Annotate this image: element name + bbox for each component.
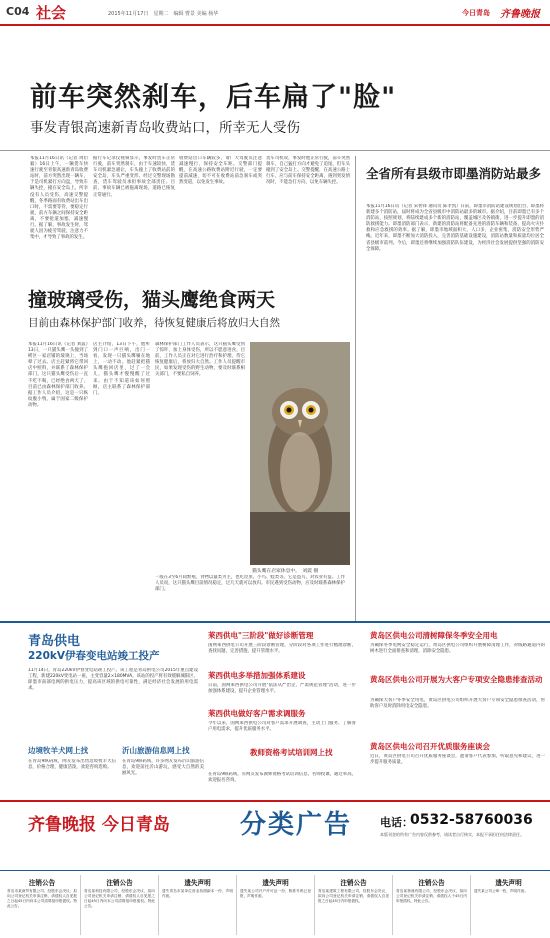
classified-title: 分类广告 <box>240 810 353 840</box>
owl-body-col3b: 一般在3至6月间繁殖，食物以鼠类为主，也吃昆虫、小鸟、蛙类等。它是益鸟，对农业有益。工作人员说，这只猫头鹰目前情况稳定，过几天就可以放归。市民遇到受伤动物，应及时联系森林保护部门。 <box>155 575 345 593</box>
brand-small: 今日青岛 <box>462 9 490 17</box>
page-header <box>0 0 550 26</box>
ad-s3-body: 今年以来，国网莱西供电公司对客户需求开展调查，主动上门服务，了解客户用电需求，提升优质服务水平。 <box>208 721 356 733</box>
notice-title: 注销公告 <box>340 879 367 887</box>
notice-title: 遗失声明 <box>262 879 289 887</box>
ad-s1-body: 国网莱西供电公司开展三阶段诊断管理，分阶段对各项工作进行梳理诊断，查找问题，完善措施，提升管理水平。 <box>208 643 356 655</box>
notice-5 <box>315 875 393 935</box>
ad-s3-title: 莱西供电做好客户需求调服务 <box>208 709 306 718</box>
notice-title: 注销公告 <box>418 879 445 887</box>
notice-7 <box>471 875 546 935</box>
owl-body-col3: 森林保护部门工作人员表示，这只猫头鹰受到了惊吓，加上身体受伤，所以不愿意进食。目前，工作人员正在对它进行治疗和护理，待它恢复健康后，将放归大自然。工作人员提醒市民，如果发现受伤的野生动物，要及时联系相关部门，不要私自饲养。 <box>155 342 245 378</box>
notice-1 <box>4 875 81 935</box>
column-divider <box>355 156 356 621</box>
ad-s4-body: 为确保冬季电网安全稳定运行，黄岛区供电公司组织开展树障清理工作，对线路通道内的树木进行全面排查和清理，消除安全隐患。 <box>370 643 545 655</box>
lead-body-col1: 本报11月16日讯（记者 周衍毅）16日上午，一辆货车快速行驶至青银高速新青岛收费站时，前方突然出现一辆车，于是司机紧打方向盘，导致车辆失控，撞在安全岛上。所幸没有人员受伤，高速交警提醒，冬季路面有收费站出车出口时，不需要等待，要稳定行驶，前方车辆之间保持安全距离，不要抢道加塞，减速慢行。据了解，事故发生时，驾驶人因为疲劳驾驶，注意力不集中，才导致了事故的发生。 <box>30 156 88 241</box>
lead-headline: 前车突然刹车，后车扁了"脸" <box>30 82 397 113</box>
ad-s9-body: 在青岛9纵码域，有网友发布教师资格考试培训信息，名师授课，通过率高，欢迎报名咨询。 <box>208 772 356 784</box>
section-name: 社会 <box>36 4 67 22</box>
ad-s1-title: 莱西供电"三阶段"做好诊断管理 <box>208 631 314 640</box>
classified-disclaimer: 本版刊登的所有广告内容仅供参考，请读者自行核实，本报不承担任何法律责任。 <box>380 832 524 837</box>
header-meta: 2015年11月17日 星期二 编辑 曹景 美编 杨华 <box>108 11 219 17</box>
phone-label: 电话： <box>380 816 413 829</box>
notice-title: 注销公告 <box>106 879 133 887</box>
lead-body-col2: 据行车记录仪视频显示，事发时货车正常行驶，前车突然刹车，由于车速较快，货车司机紧急避让，车头撞上了收费站前的安全岛，车头严重变形。经过交警现场勘查，货车驾驶员承担事故全部责任。目前，事故车辆已被拖离现场，道路已恢复正常通行。 <box>93 156 175 198</box>
ad-s2-title: 莱西供电多举措加强体系建设 <box>208 671 306 680</box>
owl-bottom-divider <box>0 621 550 623</box>
ad-s8-body: 在青岛9纵码域，许多网友发布沂山旅游信息，欢迎前往沂山游玩，感受大自然的美丽风光。 <box>122 759 204 777</box>
owl-body-col1: 本报11月16日讯（记者 刘震）13日，一只猫头鹰一头撞到了崂区一家店铺的玻璃上，当场晕了过去。店主赶紧将它带回店中照料，并联系了森林保护部门。这只猫头鹰受伤后一直不吃不喝，已经绝食两天了，目前已由森林保护部门收养。据工作人员介绍，这是一只纵纹腹小鸮，属于国家二级保护动物。 <box>28 342 88 408</box>
ad-s7-body: 在青岛9纵码域，网友发布出售边境牧羊犬信息，价格合理，健康活泼，欢迎咨询选购。 <box>28 759 116 771</box>
lead-divider <box>0 150 550 151</box>
lead-body-col4: 货车司机说，事发时他正常行驶，前车突然刹车，自己猛打方向才避免了追尾，但车头撞到了安全岛上。交警提醒，在高速公路上行车，应与前车保持安全距离，遇到突发情况时，不能急打方向，以免车辆失控。 <box>266 156 350 186</box>
ad-s2-body: 日前，国网莱西供电公司开展"依法从严治企，严肃规范管理"活动，进一步加强体系建设，提升企业管理水平。 <box>208 683 356 695</box>
lead-subtitle: 事发青银高速新青岛收费站口，所幸无人受伤 <box>30 120 300 136</box>
owl-body-col2: 店主介绍，13日下午，他听到门口一声巨响，出门一看，发现一只猫头鹰躺在地上，一动不动。他赶紧把猫头鹰抱回店里，过了一会儿，猫头鹰才慢慢醒了过来。由于不知道该如何照顾，店主联系了森林保护部门。 <box>93 342 150 396</box>
notice-body: 青岛某建筑工程有限公司，经股东会决议，拟向公司登记机关申请注销，请债权人自见报之日起45日内申报债权。 <box>318 889 389 903</box>
owl-caption: 猫头鹰在店家休息中。 刘震 摄 <box>252 569 319 574</box>
lead-body-col3: 收费站出口车辆较多，请广大驾驶员注意减速慢行，保持安全车距。交警部门提醒，在高速公路收费站附近行驶，一定要提前减速，切不可在收费站前急刹车或突然变道，以免发生事故。 <box>179 156 262 186</box>
owl-photo <box>250 342 350 565</box>
notice-title: 注销公告 <box>28 879 56 887</box>
side-body: 本报11月16日讯（记者 宋智锋 通讯员 陈孝凯）日前，即墨市消防站建设规划出台，即墨将新建多个消防站，届时将成为全省县级市中消防站最多的城市。据介绍，目前即墨已有多个消防站，按照规划，将陆续建成多个新的消防站，覆盖城区及各镇街，进一步提升即墨的消防救援能力。即墨消防部门表示，新建的消防站将配备先进的消防车辆和装备，提高火灾扑救和应急救援的效率。据了解，即墨市地域面积大，人口多，企业密集，消防安全形势严峻。近年来，即墨不断加大消防投入，完善消防基础设施建设，消防站数量和质量均位居全省县级市前列。今后，即墨还将继续加强消防队伍建设，为经济社会发展提供坚强的消防安全保障。 <box>366 204 544 252</box>
notice-body: 遗失某公司开户许可证一份，核准号码已登报，声明作废。 <box>240 889 311 898</box>
ad-power-body: 11月14日，青岛220kV伊春变电站竣工投产。该工程是青岛供电公司2015年重点建设工程，新建220kV变电站一座，主变容量2×180MVA。该站的投产将有效缓解城阳区、即墨市南部电网的供电压力，提高该区域的供电可靠性，满足经济社会发展的用电需求。 <box>28 668 198 692</box>
brand-logo: 齐鲁晚报 <box>500 9 540 20</box>
notice-body: 青岛某科技有限公司，经股东会决议，拟向公司登记机关申请注销，请债权人自见报之日起45日内向本公司清算组申报债权。特此公告。 <box>84 889 155 908</box>
owl-headline: 撞玻璃受伤，猫头鹰绝食两天 <box>28 289 276 311</box>
classified-banner <box>0 800 550 872</box>
notice-body: 遗失青岛市某单位营业执照副本一份，声明作废。 <box>162 889 233 898</box>
notice-body: 青岛市某商贸有限公司，经股东会决议，拟向公司登记机关申请注销，请债权人自见报之日起45日内向本公司清算组申报债权。特此公告。 <box>7 889 77 908</box>
ad-s9-title: 教师资格考试培训网上找 <box>250 748 333 757</box>
ad-s7-title: 边境牧羊犬网上找 <box>28 746 88 755</box>
notice-6 <box>393 875 471 935</box>
ad-s8-title: 沂山旅游信息网上找 <box>122 746 190 755</box>
ad-s6-title: 黄岛区供电公司召开优质服务座谈会 <box>370 742 490 751</box>
notice-title: 遗失声明 <box>184 879 211 887</box>
ad-power-title2: 220kV伊春变电站竣工投产 <box>28 650 160 662</box>
notice-body: 青岛某物流有限公司，经股东会决议，拟向公司登记机关申请注销，请债权人于45日内申报债权。特此公告。 <box>396 889 467 903</box>
page-number: C04 <box>6 5 30 18</box>
ad-s4-title: 黄岛区供电公司清树障保冬季安全用电 <box>370 631 498 640</box>
ad-s6-body: 近日，黄岛区供电公司召开优质服务座谈会，邀请客户代表参加，听取意见和建议，进一步提升服务质量。 <box>370 754 545 766</box>
classified-logo: 齐鲁晚报 今日青岛 <box>28 815 170 835</box>
notice-3 <box>159 875 237 935</box>
notices-divider <box>0 870 550 871</box>
ad-power-title1: 青岛供电 <box>28 634 81 649</box>
notice-body: 遗失某公司公章一枚，声明作废。 <box>474 889 528 893</box>
notice-title: 遗失声明 <box>495 879 522 887</box>
notice-4 <box>237 875 315 935</box>
ad-s5-title: 黄岛区供电公司开展为大客户专项安全隐患排查活动 <box>370 675 543 684</box>
ad-s5-body: 为确保大客户冬季安全用电，黄岛区供电公司组织开展大客户专项安全隐患排查活动，帮助客户及时消除用电安全隐患。 <box>370 698 545 710</box>
owl-subtitle: 目前由森林保护部门收养，待恢复健康后将放归大自然 <box>28 317 280 329</box>
notice-2 <box>81 875 159 935</box>
side-headline: 全省所有县级市即墨消防站最多 <box>366 166 542 181</box>
owl-icon <box>250 342 350 565</box>
phone-number: 0532-58760036 <box>410 812 533 828</box>
